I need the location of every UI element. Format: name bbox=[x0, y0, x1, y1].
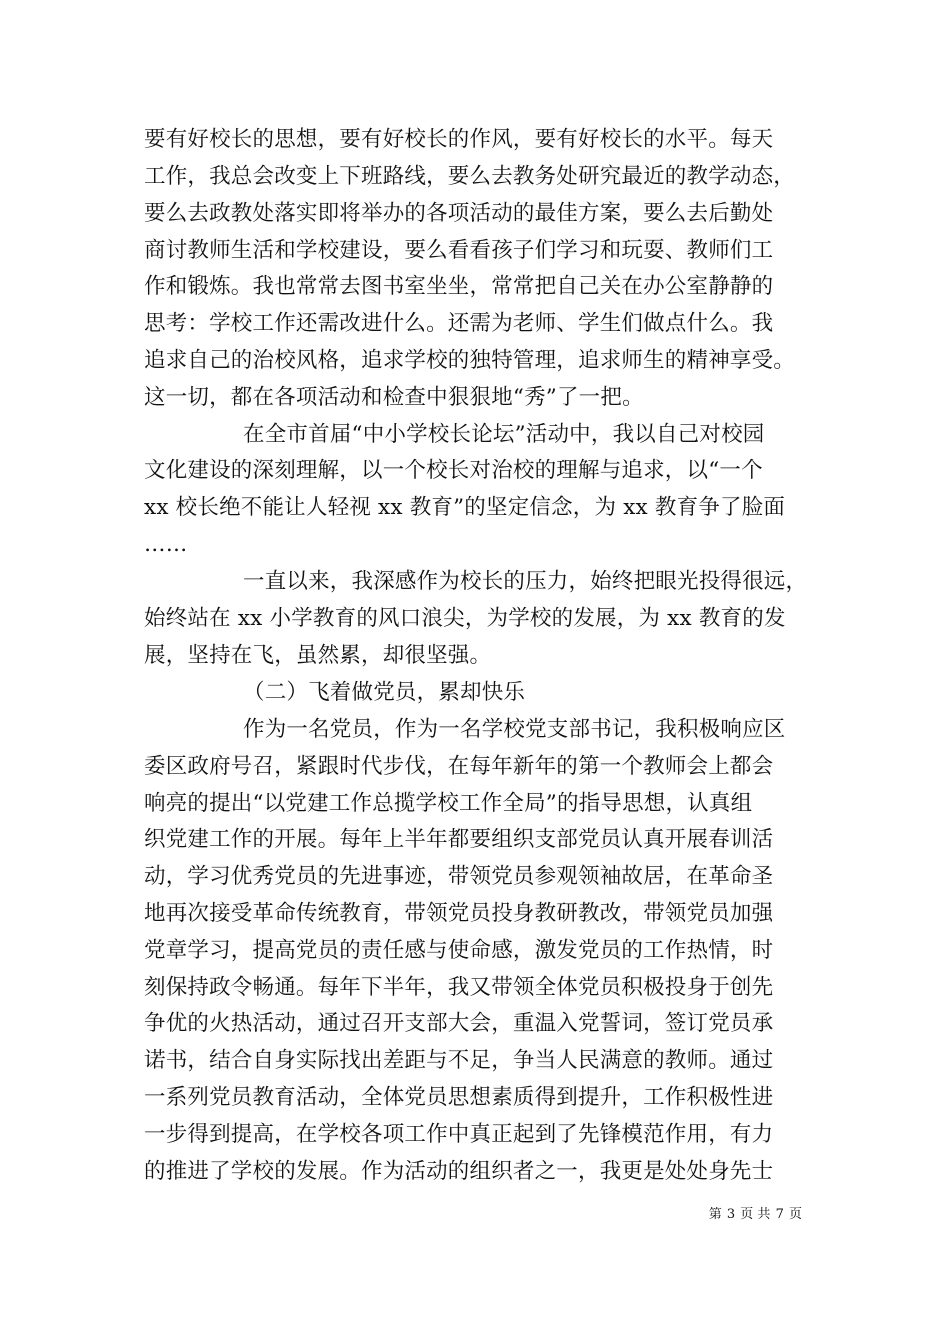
footer-suffix: 页 bbox=[788, 1207, 802, 1222]
text-line: 争优的火热活动，通过召开支部大会，重温入党誓词，签订党员承 bbox=[144, 1011, 774, 1036]
text-line: 委区政府号召，紧跟时代步伐，在每年新年的第一个教师会上都会 bbox=[144, 754, 774, 779]
text-line: 工作，我总会改变上下班路线，要么去教务处研究最近的教学动态， bbox=[144, 164, 796, 189]
text-line: 思考：学校工作还需改进什么。还需为老师、学生们做点什么。我 bbox=[144, 311, 774, 336]
text-line: 追求自己的治校风格，追求学校的独特管理，追求师生的精神享受。 bbox=[144, 348, 796, 373]
page-footer bbox=[709, 1206, 802, 1224]
text-line: 文化建设的深刻理解，以一个校长对治校的理解与追求，以“一个 bbox=[144, 458, 763, 483]
text-line: 响亮的提出“以党建工作总揽学校工作全局”的指导思想，认真组 bbox=[144, 791, 753, 816]
footer-prefix: 第 bbox=[708, 1207, 722, 1222]
text-line: 一步得到提高，在学校各项工作中真正起到了先锋模范作用，有力 bbox=[144, 1122, 774, 1147]
text-line: xx 校长绝不能让人轻视 xx 教育”的坚定信念，为 xx 教育争了脸面 bbox=[144, 495, 786, 520]
text-line: 诺书，结合自身实际找出差距与不足，争当人民满意的教师。通过 bbox=[144, 1048, 774, 1073]
text-line: 作和锻炼。我也常常去图书室坐坐，常常把自己关在办公室静静的 bbox=[144, 274, 774, 299]
text-line: 织党建工作的开展。每年上半年都要组织支部党员认真开展春训活 bbox=[144, 827, 774, 852]
paragraph-first-line: 作为一名党员，作为一名学校党支部书记，我积极响应区 bbox=[243, 717, 786, 742]
text-line: 的推进了学校的发展。作为活动的组织者之一，我更是处处身先士 bbox=[144, 1159, 774, 1184]
text-line: 这一切，都在各项活动和检查中狠狠地“秀”了一把。 bbox=[144, 385, 644, 410]
paragraph-first-line: 在全市首届“中小学校长论坛”活动中，我以自己对校园 bbox=[243, 422, 765, 447]
text-line: 刻保持政令畅通。每年下半年，我又带领全体党员积极投身于创先 bbox=[144, 975, 774, 1000]
section-heading: （二）飞着做党员，累却快乐 bbox=[243, 680, 526, 705]
text-line: 始终站在 xx 小学教育的风口浪尖，为学校的发展，为 xx 教育的发 bbox=[144, 606, 786, 631]
text-line: 展，坚持在飞，虽然累，却很坚强。 bbox=[144, 643, 492, 668]
text-line: 地再次接受革命传统教育，带领党员投身教研教改，带领党员加强 bbox=[144, 901, 774, 926]
text-line: 商讨教师生活和学校建设，要么看看孩子们学习和玩耍、教师们工 bbox=[144, 238, 774, 263]
text-line: 要有好校长的思想，要有好校长的作风，要有好校长的水平。每天 bbox=[144, 127, 774, 152]
total-page-count: 7 bbox=[775, 1207, 784, 1222]
text-line: 一系列党员教育活动，全体党员思想素质得到提升，工作积极性进 bbox=[144, 1085, 774, 1110]
current-page-number: 3 bbox=[726, 1207, 736, 1222]
paragraph-first-line: 一直以来，我深感作为校长的压力，始终把眼光投得很远， bbox=[243, 569, 808, 594]
text-line: …… bbox=[144, 532, 188, 557]
text-line: 动，学习优秀党员的先进事迹，带领党员参观领袖故居，在革命圣 bbox=[144, 864, 774, 889]
footer-middle: 页 共 bbox=[740, 1207, 771, 1222]
text-line: 要么去政教处落实即将举办的各项活动的最佳方案，要么去后勤处 bbox=[144, 201, 774, 226]
text-line: 党章学习，提高党员的责任感与使命感，激发党员的工作热情，时 bbox=[144, 938, 774, 963]
